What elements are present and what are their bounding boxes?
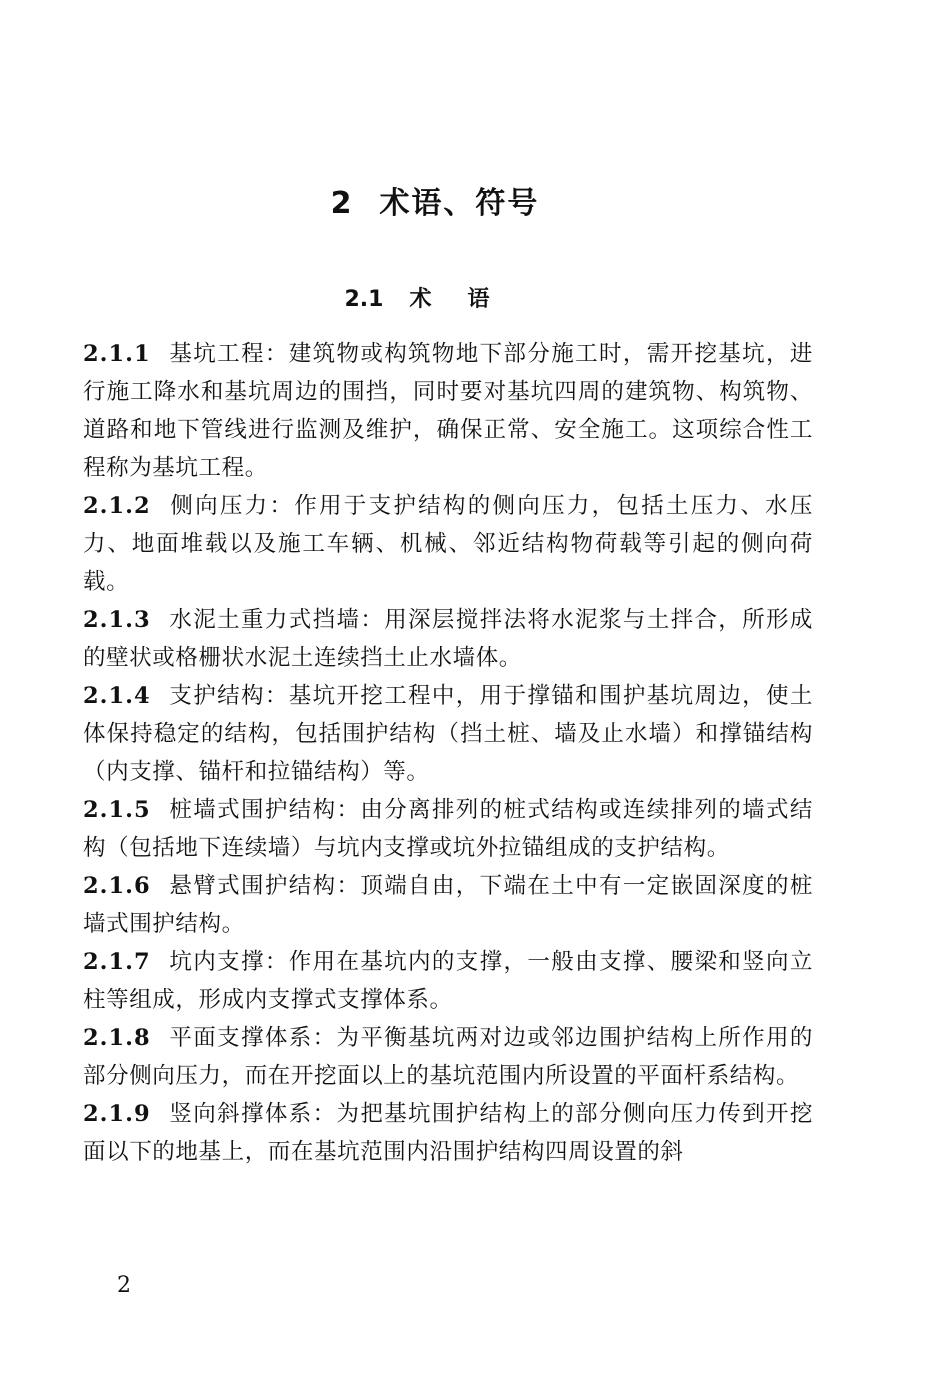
term-number: 2.1.5 (83, 797, 151, 823)
page-number: 2 (117, 1273, 131, 1298)
term-definition: 侧向压力：作用于支护结构的侧向压力，包括土压力、水压力、地面堆载以及施工车辆、机械、邻近结构物荷载等引起的侧向荷载。 (83, 493, 813, 595)
term-definition: 支护结构：基坑开挖工程中，用于撑锚和围护基坑周边，使土体保持稳定的结构，包括围护结构（挡土桩、墙及止水墙）和撑锚结构（内支撑、锚杆和拉锚结构）等。 (83, 683, 813, 785)
term-number: 2.1.1 (83, 341, 151, 367)
chapter-title (0, 178, 870, 222)
section-title (0, 282, 870, 313)
term-definition: 基坑工程：建筑物或构筑物地下部分施工时，需开挖基坑，进行施工降水和基坑周边的围挡，同时要对基坑四周的建筑物、构筑物、道路和地下管线进行监测及维护，确保正常、安全施工。这项综合性工程称为基坑工程。 (83, 341, 813, 481)
term-number: 2.1.4 (83, 683, 151, 709)
term-entry (83, 677, 813, 791)
term-entry (83, 943, 813, 1019)
term-number: 2.1.3 (83, 607, 151, 633)
term-number: 2.1.2 (83, 493, 151, 519)
term-definition: 竖向斜撑体系：为把基坑围护结构上的部分侧向压力传到开挖面以下的地基上，而在基坑范围内沿围护结构四周设置的斜 (83, 1101, 813, 1165)
term-entry (83, 791, 813, 867)
term-definition: 水泥土重力式挡墙：用深层搅拌法将水泥浆与土拌合，所形成的壁状或格栅状水泥土连续挡土止水墙体。 (83, 607, 813, 671)
term-definition: 悬臂式围护结构：顶端自由，下端在土中有一定嵌固深度的桩墙式围护结构。 (83, 873, 813, 937)
term-entry (83, 335, 813, 487)
term-number: 2.1.6 (83, 873, 151, 899)
term-list (83, 335, 813, 1171)
term-entry (83, 487, 813, 601)
term-entry (83, 601, 813, 677)
term-definition: 坑内支撑：作用在基坑内的支撑，一般由支撑、腰梁和竖向立柱等组成，形成内支撑式支撑体系。 (83, 949, 813, 1013)
term-entry (83, 867, 813, 943)
term-number: 2.1.8 (83, 1025, 151, 1051)
term-entry (83, 1019, 813, 1095)
chapter-number: 2 (330, 186, 354, 221)
section-number: 2.1 (344, 287, 384, 312)
term-number: 2.1.9 (83, 1101, 151, 1127)
term-number: 2.1.7 (83, 949, 151, 975)
term-entry (83, 1095, 813, 1171)
section-title-text: 术语 (409, 287, 526, 312)
term-definition: 桩墙式围护结构：由分离排列的桩式结构或连续排列的墙式结构（包括地下连续墙）与坑内支撑或坑外拉锚组成的支护结构。 (83, 797, 813, 861)
chapter-title-text: 术语、符号 (379, 186, 540, 221)
term-definition: 平面支撑体系：为平衡基坑两对边或邻边围护结构上所作用的部分侧向压力，而在开挖面以上的基坑范围内所设置的平面杆系结构。 (83, 1025, 813, 1089)
